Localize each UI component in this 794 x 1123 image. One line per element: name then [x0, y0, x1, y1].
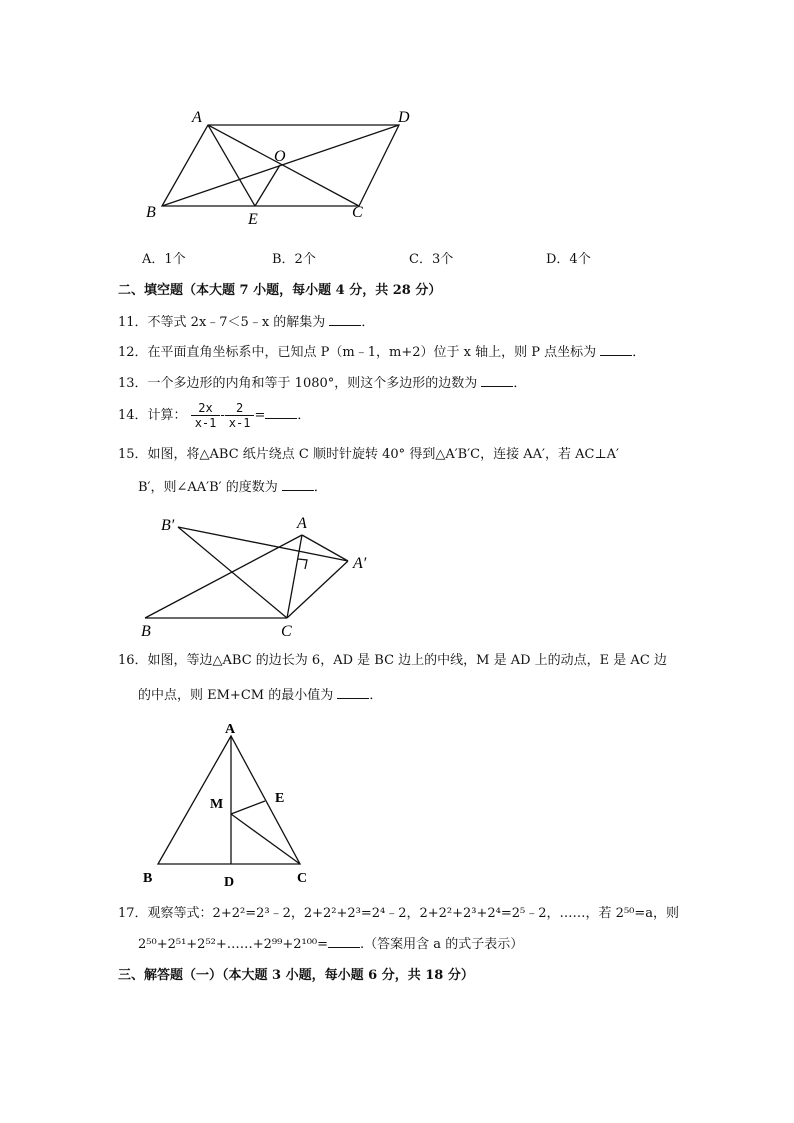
label-B: B — [143, 871, 153, 886]
label-O: O — [274, 148, 286, 165]
option-a: A．1个 — [142, 252, 186, 267]
option-c: C．3个 — [409, 252, 454, 267]
q12-end: ． — [632, 345, 646, 360]
answer-blank — [282, 478, 314, 491]
q15-end: ． — [313, 480, 327, 495]
label-A: A — [297, 515, 307, 532]
fraction-1-numerator: 2x — [191, 401, 221, 416]
fraction-1 — [191, 401, 221, 430]
label-B: B — [141, 623, 151, 640]
q14-end: ． — [297, 408, 311, 423]
label-D: D — [224, 875, 235, 890]
label-C: C — [297, 871, 308, 886]
question-15-line-1: 15．如图，将△ABC 纸片绕点 C 顺时针旋转 40° 得到△A′B′C，连接 AA′，若 AC⊥A′ — [118, 447, 620, 462]
label-E: E — [275, 791, 285, 806]
minus-sign: - — [220, 408, 225, 423]
answer-blank — [329, 313, 361, 326]
answer-blank — [328, 935, 360, 948]
q13-end: ． — [513, 376, 527, 391]
label-A-prime: A′ — [353, 555, 367, 572]
fraction-2-numerator: 2 — [225, 401, 255, 416]
answer-blank — [265, 406, 297, 419]
label-M: M — [210, 797, 224, 812]
label-B: B — [146, 204, 156, 221]
section-heading-fill-in: 二、填空题（本大题 7 小题，每小题 4 分，共 28 分） — [118, 283, 442, 298]
question-12 — [118, 343, 645, 362]
fraction-2 — [225, 401, 255, 430]
q16-end: ． — [369, 688, 383, 703]
q14-text: 14．计算： — [118, 408, 187, 423]
equals-sign: = — [254, 408, 266, 423]
rotation-figure — [135, 508, 385, 643]
question-17-line-2 — [138, 935, 523, 954]
label-A: A — [225, 722, 236, 737]
label-B-prime: B′ — [161, 517, 175, 534]
question-15-line-2 — [138, 478, 327, 497]
question-14 — [118, 400, 310, 432]
q13-text: 13．一个多边形的内角和等于 1080°，则这个多边形的边数为 — [118, 376, 482, 391]
parallelogram-figure — [140, 100, 430, 230]
label-E: E — [248, 211, 258, 228]
question-13 — [118, 374, 526, 393]
option-b: B．2个 — [272, 252, 316, 267]
answer-blank — [481, 374, 513, 387]
q11-text: 11．不等式 2x﹣7＜5﹣x 的解集为 — [118, 315, 330, 330]
fraction-2-denominator: x-1 — [228, 416, 251, 430]
q12-text: 12．在平面直角坐标系中，已知点 P（m﹣1，m+2）位于 x 轴上，则 P 点坐标为 — [118, 345, 601, 360]
q17-end: .（答案用含 a 的式子表示） — [360, 937, 524, 952]
label-A: A — [192, 109, 202, 126]
section-heading-solve: 三、解答题（一）（本大题 3 小题，每小题 6 分，共 18 分） — [118, 968, 474, 983]
question-17-line-1: 17．观察等式：2+2²=2³﹣2，2+2²+2³=2⁴﹣2，2+2²+2³+2⁴=2⁵﹣2，……，若 2⁵⁰=a，则 — [118, 906, 680, 921]
answer-blank — [600, 343, 632, 356]
fraction-1-denominator: x-1 — [194, 416, 217, 430]
label-D: D — [398, 109, 410, 126]
question-16-line-2 — [138, 686, 382, 705]
question-16-line-1: 16．如图，等边△ABC 的边长为 6，AD 是 BC 边上的中线，M 是 AD 上的动点，E 是 AC 边 — [118, 653, 667, 668]
question-11 — [118, 313, 374, 332]
q17-text: 2⁵⁰+2⁵¹+2⁵²+……+2⁹⁹+2¹⁰⁰= — [138, 937, 329, 952]
answer-blank — [337, 686, 369, 699]
label-C: C — [281, 623, 292, 640]
q15-text: B′，则∠AA′B′ 的度数为 — [138, 480, 282, 495]
q11-end: ． — [361, 315, 375, 330]
label-C: C — [352, 204, 363, 221]
option-d: D．4个 — [546, 252, 591, 267]
equilateral-triangle-figure — [135, 715, 335, 895]
q16-text: 的中点，则 EM+CM 的最小值为 — [138, 688, 338, 703]
